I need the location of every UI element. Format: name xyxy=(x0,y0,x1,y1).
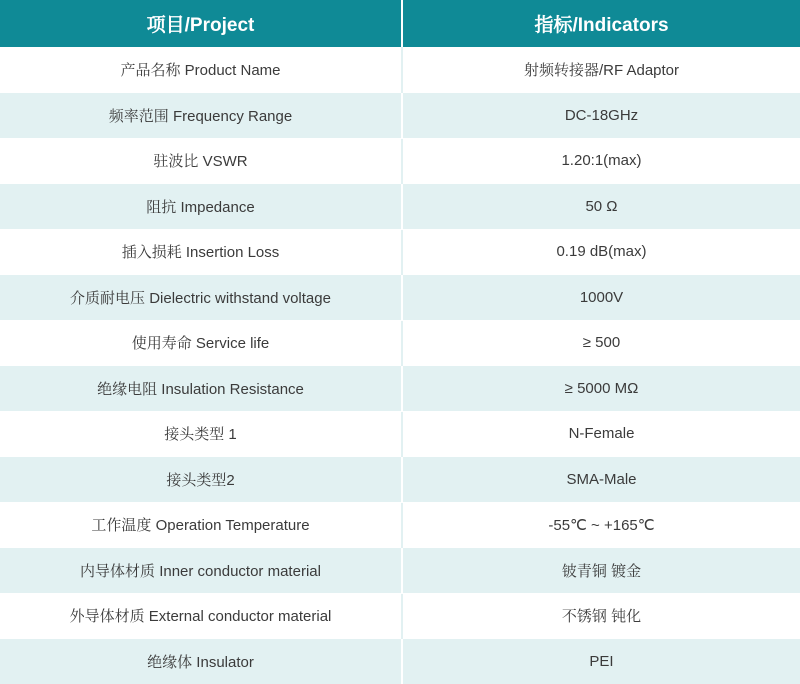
table-row xyxy=(0,184,800,230)
cell-project: 使用寿命 Service life xyxy=(0,320,402,366)
cell-project: 频率范围 Frequency Range xyxy=(0,93,402,139)
cell-project: 接头类型 1 xyxy=(0,411,402,457)
table-row xyxy=(0,411,800,457)
cell-project: 内导体材质 Inner conductor material xyxy=(0,548,402,594)
cell-project: 工作温度 Operation Temperature xyxy=(0,502,402,548)
table-row xyxy=(0,138,800,184)
cell-indicator: 射频转接器/RF Adaptor xyxy=(402,47,800,93)
cell-indicator: 1000V xyxy=(402,275,800,321)
table-row xyxy=(0,548,800,594)
cell-project: 外导体材质 External conductor material xyxy=(0,593,402,639)
table-row xyxy=(0,366,800,412)
column-header-indicator: 指标/Indicators xyxy=(402,0,800,47)
table-row xyxy=(0,93,800,139)
cell-project: 插入损耗 Insertion Loss xyxy=(0,229,402,275)
table-row xyxy=(0,457,800,503)
table-row xyxy=(0,229,800,275)
cell-indicator: 1.20:1(max) xyxy=(402,138,800,184)
cell-project: 接头类型2 xyxy=(0,457,402,503)
cell-project: 产品名称 Product Name xyxy=(0,47,402,93)
cell-indicator: PEI xyxy=(402,639,800,684)
table-row xyxy=(0,320,800,366)
table-header-row xyxy=(0,0,800,47)
cell-project: 绝缘电阻 Insulation Resistance xyxy=(0,366,402,412)
cell-project: 绝缘体 Insulator xyxy=(0,639,402,684)
cell-project: 介质耐电压 Dielectric withstand voltage xyxy=(0,275,402,321)
table-row xyxy=(0,502,800,548)
column-header-project: 项目/Project xyxy=(0,0,402,47)
cell-indicator: DC-18GHz xyxy=(402,93,800,139)
cell-indicator: N-Female xyxy=(402,411,800,457)
cell-indicator: 铍青铜 镀金 xyxy=(402,548,800,594)
cell-indicator: SMA-Male xyxy=(402,457,800,503)
cell-indicator: ≥ 5000 MΩ xyxy=(402,366,800,412)
table-row xyxy=(0,639,800,684)
cell-indicator: -55℃ ~ +165℃ xyxy=(402,502,800,548)
cell-indicator: 不锈钢 钝化 xyxy=(402,593,800,639)
cell-indicator: ≥ 500 xyxy=(402,320,800,366)
table-row xyxy=(0,47,800,93)
cell-indicator: 50 Ω xyxy=(402,184,800,230)
cell-project: 阻抗 Impedance xyxy=(0,184,402,230)
cell-project: 驻波比 VSWR xyxy=(0,138,402,184)
table-body xyxy=(0,47,800,684)
table-header xyxy=(0,0,800,47)
table-row xyxy=(0,593,800,639)
cell-indicator: 0.19 dB(max) xyxy=(402,229,800,275)
table-row xyxy=(0,275,800,321)
